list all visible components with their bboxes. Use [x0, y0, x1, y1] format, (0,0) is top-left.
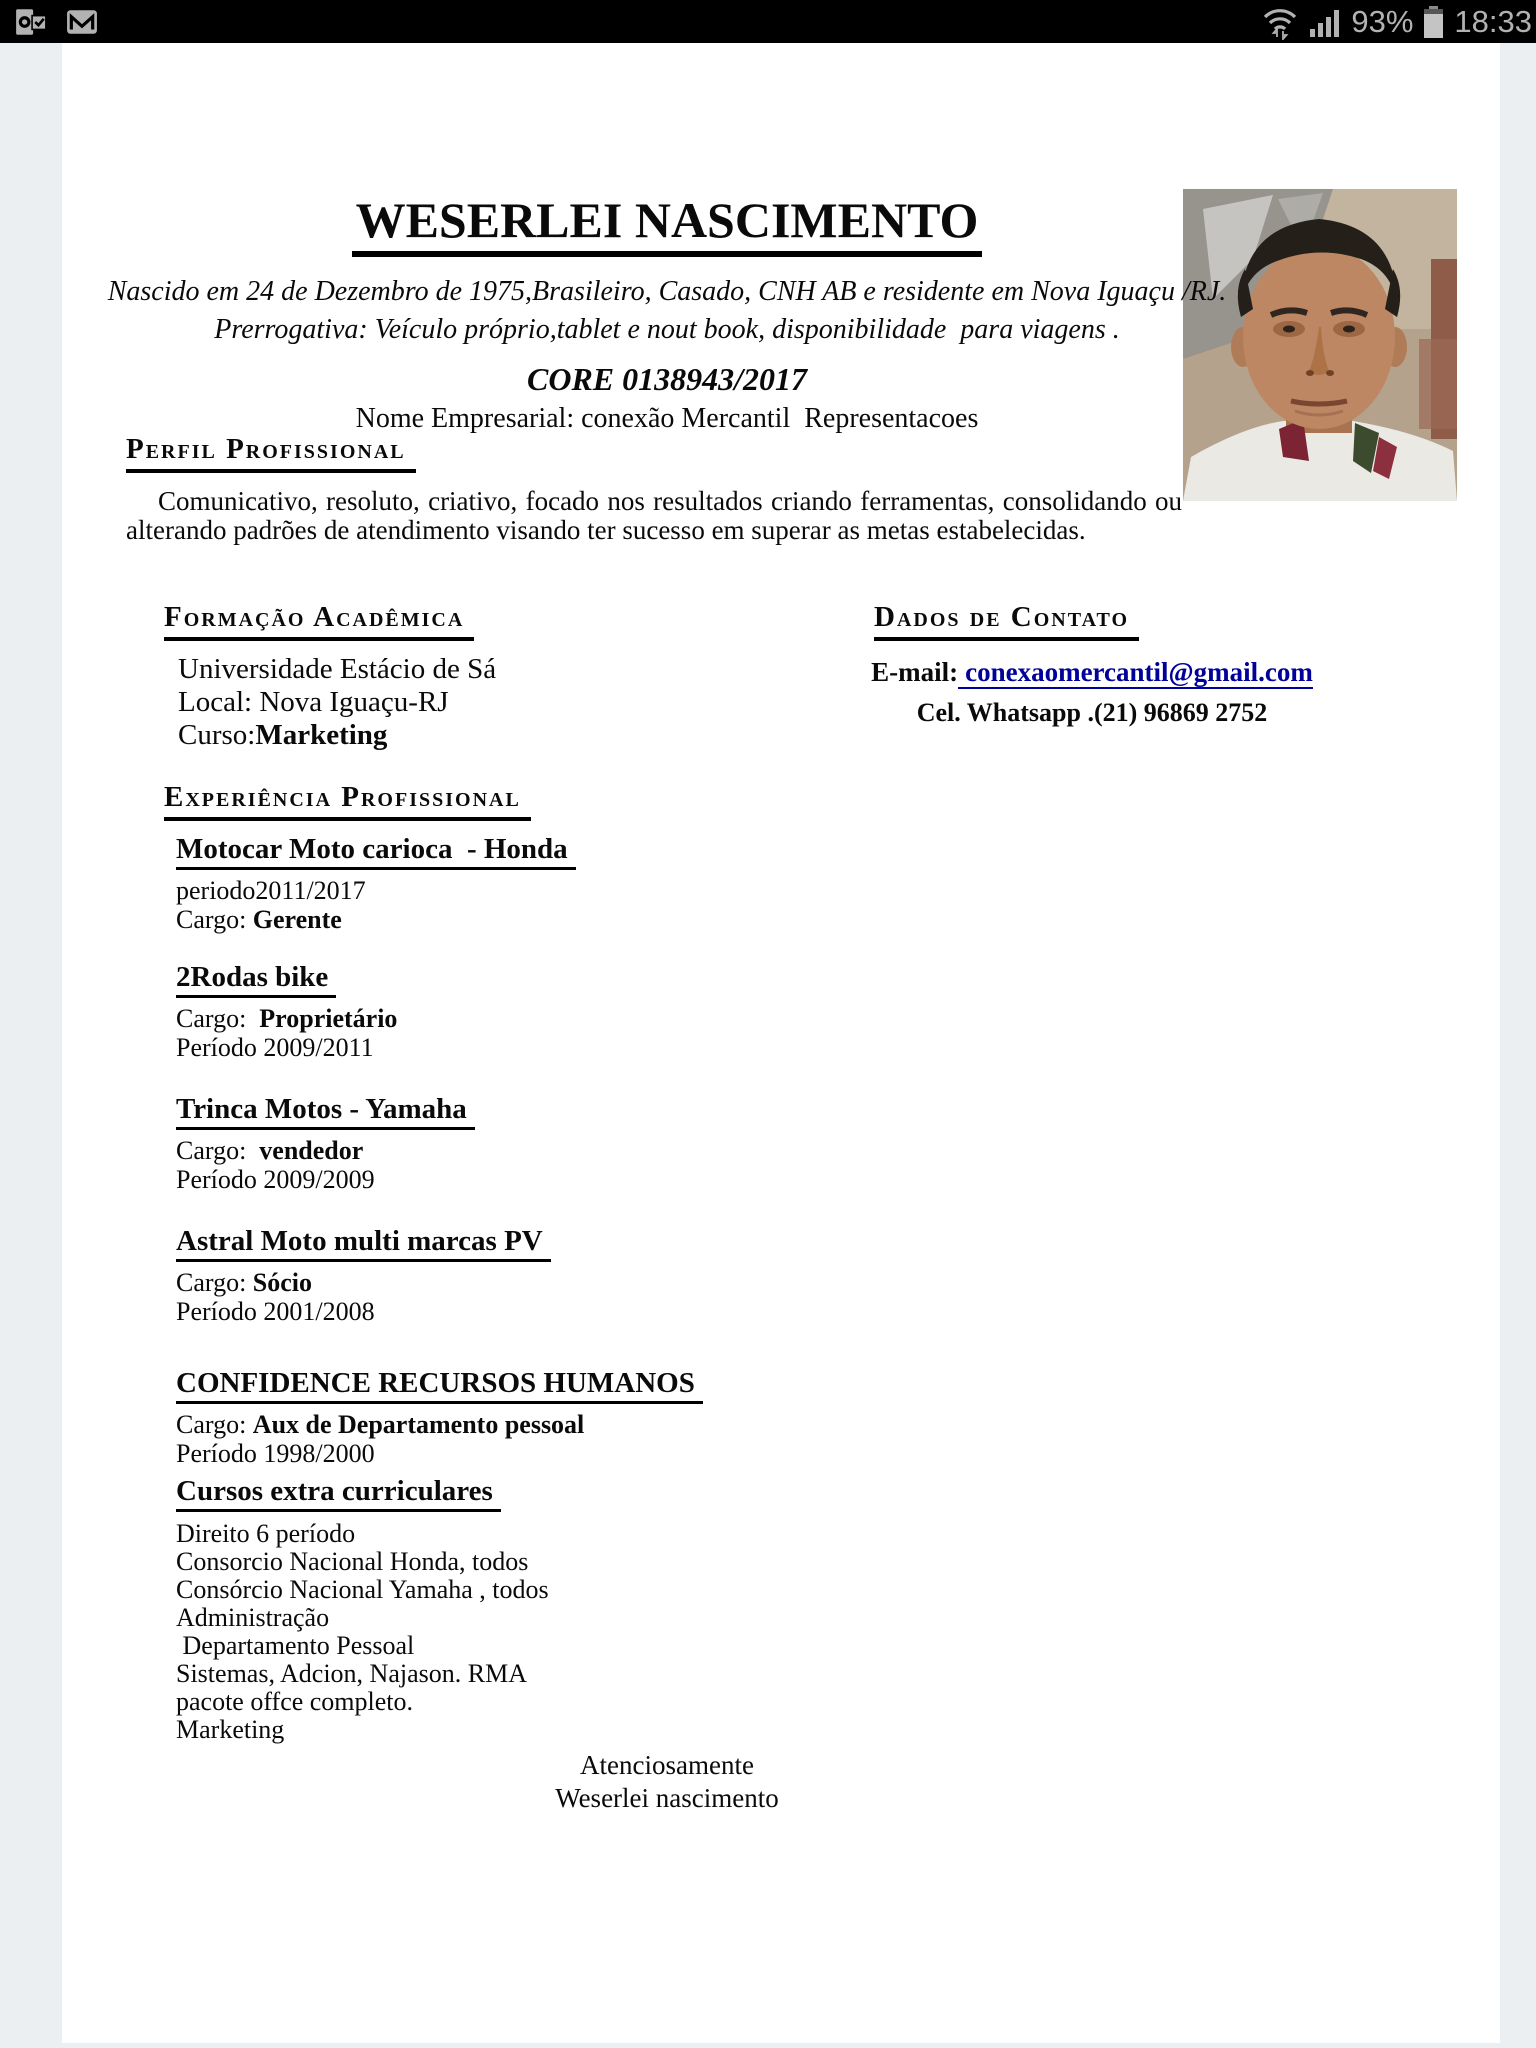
intro-line-1: Nascido em 24 de Dezembro de 1975,Brasileiro, Casado, CNH AB e residente em Nova Iguaçu /RJ.	[107, 276, 1227, 307]
job-entry-5	[176, 1367, 1176, 1468]
job-period: periodo2011/2017	[176, 876, 366, 905]
section-profile	[126, 433, 1251, 545]
job-role: Cargo: vendedor	[176, 1136, 364, 1165]
profile-heading: Perfil Profissional	[126, 433, 416, 473]
email-line	[762, 657, 1422, 688]
status-indicators	[1261, 0, 1532, 43]
closing-line-2: Weserlei nascimento	[555, 1783, 779, 1813]
courses-heading: Cursos extra curriculares	[176, 1475, 501, 1512]
resume-name: WESERLEI NASCIMENTO	[352, 191, 983, 257]
closing-block	[82, 1749, 1252, 1815]
email-label: E-mail:	[871, 657, 959, 687]
document-page[interactable]	[62, 43, 1500, 2043]
job-period: Período 2009/2009	[176, 1165, 375, 1194]
core-registration: CORE 0138943/2017	[526, 361, 808, 397]
notification-icons	[14, 5, 98, 44]
course-item: Direito 6 período	[176, 1519, 356, 1548]
outlook-notification-icon	[14, 5, 48, 44]
contact-heading: Dados de Contato	[874, 601, 1139, 641]
job-period: Período 2001/2008	[176, 1297, 375, 1326]
battery-icon	[1422, 5, 1445, 39]
gmail-notification-icon	[66, 6, 98, 43]
course-item: Marketing	[176, 1715, 285, 1744]
job-title: CONFIDENCE RECURSOS HUMANOS	[176, 1367, 703, 1404]
experience-heading: Experiência Profissional	[164, 781, 531, 821]
phone-line: Cel. Whatsapp .(21) 96869 2752	[916, 698, 1268, 727]
job-role: Cargo: Aux de Departamento pessoal	[176, 1410, 585, 1439]
status-bar[interactable]	[0, 0, 1536, 43]
course-item: Departamento Pessoal	[176, 1631, 415, 1660]
job-entry-3	[176, 1093, 1176, 1194]
company-line: Nome Empresarial: conexão Mercantil Representacoes	[355, 403, 979, 434]
email-link[interactable]: conexaomercantil@gmail.com	[958, 657, 1313, 689]
section-courses	[176, 1475, 549, 1744]
education-course: Curso:Marketing	[178, 719, 388, 751]
job-entry-1	[176, 833, 1176, 934]
job-title: 2Rodas bike	[176, 961, 336, 998]
section-contact	[762, 601, 1422, 728]
job-title: Astral Moto multi marcas PV	[176, 1225, 551, 1262]
course-item: Consorcio Nacional Honda, todos	[176, 1547, 529, 1576]
job-role: Cargo: Sócio	[176, 1268, 313, 1297]
course-item: pacote offce completo.	[176, 1687, 414, 1716]
education-university: Universidade Estácio de Sá	[178, 653, 497, 685]
profile-text: Comunicativo, resoluto, criativo, focado nos resultados criando ferramentas, consolidando ou alterando padrões de atendimento visando ter sucesso em superar as metas estabelecidas.	[126, 486, 1182, 545]
signal-icon	[1308, 5, 1342, 39]
job-role: Cargo: Gerente	[176, 905, 342, 934]
job-title: Trinca Motos - Yamaha	[176, 1093, 475, 1130]
resume-header	[82, 191, 1252, 435]
wifi-icon	[1261, 4, 1299, 40]
intro-line-2: Prerrogativa: Veículo próprio,tablet e nout book, disponibilidade para viagens .	[214, 314, 1120, 345]
section-education	[164, 601, 496, 752]
closing-line-1: Atenciosamente	[580, 1750, 754, 1780]
job-period: Período 2009/2011	[176, 1033, 374, 1062]
section-experience	[164, 781, 531, 821]
job-period: Período 1998/2000	[176, 1439, 375, 1468]
course-item: Administração	[176, 1603, 330, 1632]
job-title: Motocar Moto carioca - Honda	[176, 833, 576, 870]
course-item: Sistemas, Adcion, Najason. RMA	[176, 1659, 527, 1688]
clock-text: 18:33	[1454, 3, 1532, 39]
job-entry-2	[176, 961, 1176, 1062]
battery-percent-text: 93%	[1351, 3, 1414, 39]
job-entry-4	[176, 1225, 1176, 1326]
education-location: Local: Nova Iguaçu-RJ	[178, 686, 449, 718]
education-heading: Formação Acadêmica	[164, 601, 474, 641]
job-role: Cargo: Proprietário	[176, 1004, 398, 1033]
course-item: Consórcio Nacional Yamaha , todos	[176, 1575, 549, 1604]
